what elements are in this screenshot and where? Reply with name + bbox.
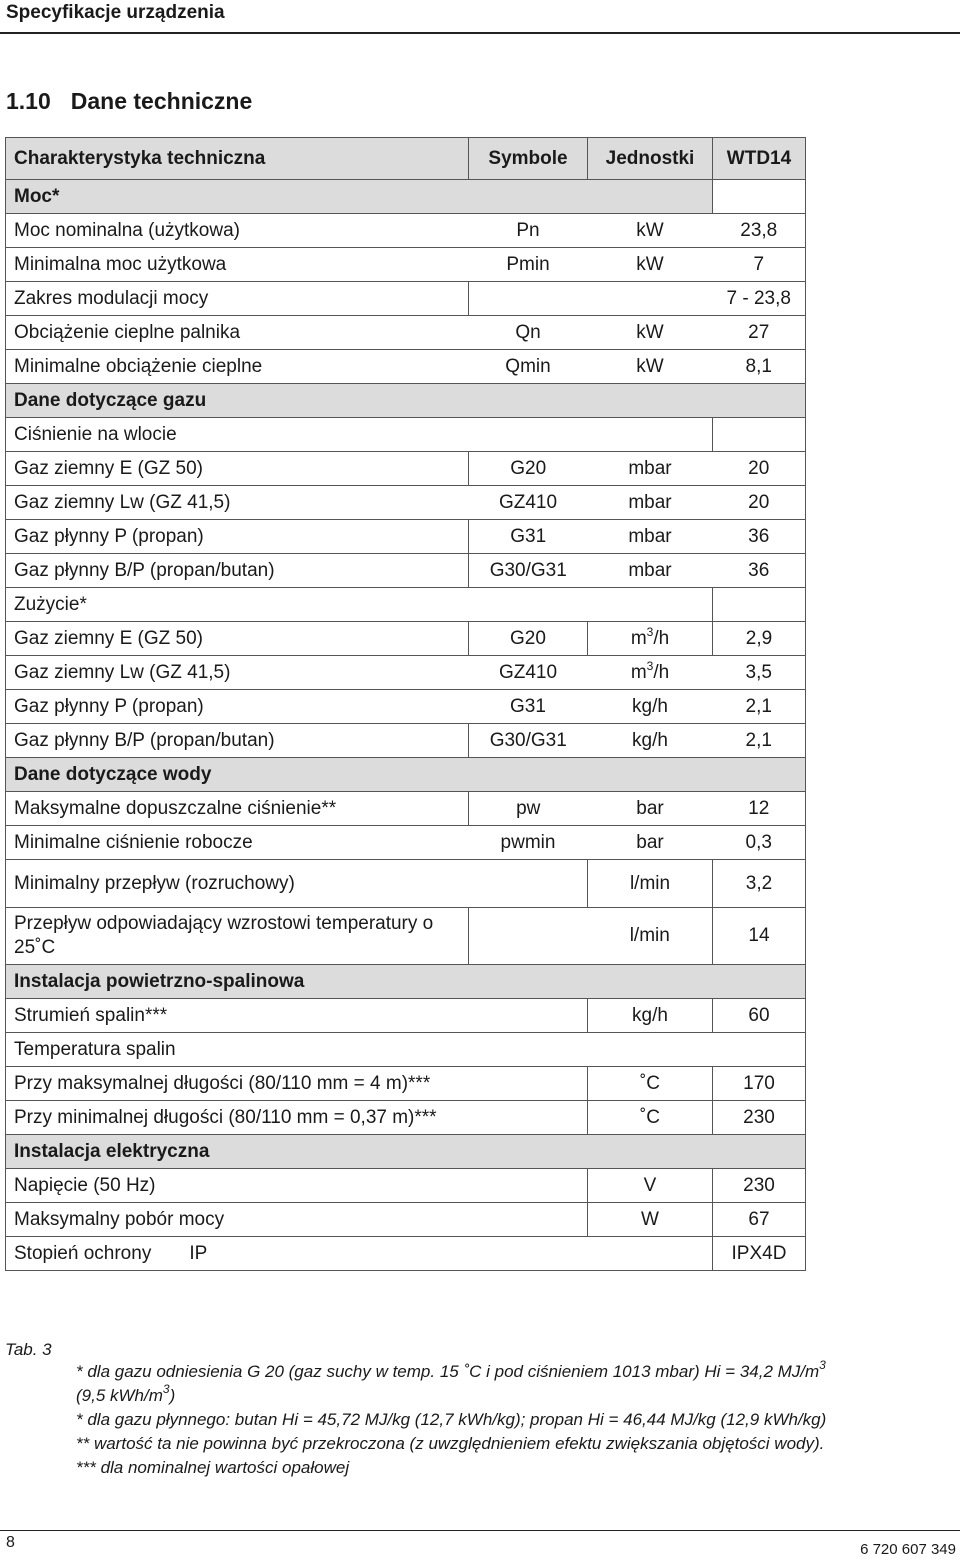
table-header-row <box>6 138 806 180</box>
table-row <box>6 826 806 860</box>
row-value: 12 <box>713 792 806 826</box>
row-unit: mbar <box>588 486 713 520</box>
section-title-text: Dane techniczne <box>70 88 253 114</box>
row-unit: kg/h <box>588 724 713 758</box>
table-row <box>6 316 806 350</box>
row-value: 8,1 <box>713 350 806 384</box>
row-value: 170 <box>713 1067 806 1101</box>
row-value: 2,1 <box>713 724 806 758</box>
row-symbol: Qn <box>469 316 588 350</box>
row-label-text: Stopień ochrony <box>14 1242 152 1264</box>
footer-rule <box>0 1530 960 1531</box>
unit-exponent: 3 <box>646 624 654 639</box>
row-symbol: G20 <box>469 452 588 486</box>
col-header-characteristic: Charakterystyka techniczna <box>6 138 469 180</box>
row-symbol: G31 <box>469 520 588 554</box>
row-unit: kW <box>588 350 713 384</box>
row-label: Minimalne obciążenie cieplne <box>6 350 469 384</box>
col-header-unit: Jednostki <box>588 138 713 180</box>
row-label: Gaz płynny P (propan) <box>6 520 469 554</box>
table-row <box>6 690 806 724</box>
row-value: 60 <box>713 999 806 1033</box>
footnote-text: ) <box>169 1386 176 1405</box>
row-value: 36 <box>713 520 806 554</box>
footnote-text: (9,5 kWh/m <box>76 1386 163 1405</box>
unit-base: m <box>630 661 647 683</box>
group-label: Moc* <box>6 180 713 214</box>
row-symbol: Qmin <box>469 350 588 384</box>
row-unit: mbar <box>588 452 713 486</box>
row-label: Przy maksymalnej długości (80/110 mm = 4 m)*** <box>6 1067 588 1101</box>
row-label: Gaz płynny B/P (propan/butan) <box>6 724 469 758</box>
table-row <box>6 1101 806 1135</box>
row-symbol <box>469 908 588 965</box>
group-row-water <box>6 758 806 792</box>
table-row <box>6 1033 806 1067</box>
group-label: Dane dotyczące gazu <box>6 384 806 418</box>
row-label: Gaz ziemny Lw (GZ 41,5) <box>6 656 469 690</box>
row-unit: V <box>588 1169 713 1203</box>
row-unit <box>588 282 713 316</box>
row-value: 36 <box>713 554 806 588</box>
table-row <box>6 724 806 758</box>
table-row <box>6 656 806 690</box>
row-symbol: Pmin <box>469 248 588 282</box>
row-unit: kW <box>588 214 713 248</box>
table-footnotes <box>76 1360 956 1480</box>
table-row <box>6 1203 806 1237</box>
footnote-exponent: 3 <box>819 1358 826 1372</box>
table-row <box>6 554 806 588</box>
row-unit: bar <box>588 792 713 826</box>
row-label: Strumień spalin*** <box>6 999 588 1033</box>
row-label: Gaz ziemny Lw (GZ 41,5) <box>6 486 469 520</box>
row-value: 2,9 <box>713 622 806 656</box>
row-symbol: G31 <box>469 690 588 724</box>
row-unit: ˚C <box>588 1067 713 1101</box>
table-row <box>6 520 806 554</box>
row-label: Temperatura spalin <box>6 1033 806 1067</box>
table-row <box>6 1067 806 1101</box>
row-value: 7 <box>713 248 806 282</box>
table-row <box>6 452 806 486</box>
footnote-calorific-value: *** dla nominalnej wartości opałowej <box>76 1458 350 1477</box>
row-label: Minimalny przepływ (rozruchowy) <box>6 860 588 908</box>
empty-cell <box>713 588 806 622</box>
subgroup-row-consumption <box>6 588 806 622</box>
table-row <box>6 999 806 1033</box>
table-row <box>6 486 806 520</box>
row-label: Minimalna moc użytkowa <box>6 248 469 282</box>
table-row <box>6 350 806 384</box>
table-row <box>6 622 806 656</box>
row-value: IPX4D <box>713 1237 806 1271</box>
unit-exponent: 3 <box>646 658 654 673</box>
row-unit: kW <box>588 316 713 350</box>
table-row <box>6 860 806 908</box>
group-row-power <box>6 180 806 214</box>
row-label: Gaz ziemny E (GZ 50) <box>6 622 469 656</box>
row-unit: W <box>588 1203 713 1237</box>
row-unit: kg/h <box>588 999 713 1033</box>
row-value: 23,8 <box>713 214 806 248</box>
row-value: 230 <box>713 1101 806 1135</box>
group-row-flue <box>6 965 806 999</box>
row-label: Maksymalny pobór mocy <box>6 1203 588 1237</box>
unit-base: m <box>630 627 647 649</box>
row-label: Moc nominalna (użytkowa) <box>6 214 469 248</box>
footnote-gas-reference <box>76 1360 956 1408</box>
group-label: Instalacja powietrzno-spalinowa <box>6 965 806 999</box>
row-label: Przy minimalnej długości (80/110 mm = 0,37 m)*** <box>6 1101 588 1135</box>
row-label: Gaz płynny P (propan) <box>6 690 469 724</box>
row-symbol: G30/G31 <box>469 554 588 588</box>
unit-suffix: /h <box>653 627 670 649</box>
row-unit: kW <box>588 248 713 282</box>
row-symbol: IP <box>189 1242 208 1264</box>
row-value: 67 <box>713 1203 806 1237</box>
empty-cell <box>713 180 806 214</box>
table-caption: Tab. 3 <box>5 1340 52 1359</box>
section-title <box>6 88 252 115</box>
group-label: Instalacja elektryczna <box>6 1135 806 1169</box>
table-row <box>6 792 806 826</box>
col-header-model: WTD14 <box>713 138 806 180</box>
empty-cell <box>713 418 806 452</box>
technical-data-table <box>5 137 806 1271</box>
table-row <box>6 282 806 316</box>
unit-suffix: /h <box>653 661 670 683</box>
header-rule <box>0 32 960 34</box>
row-value: 2,1 <box>713 690 806 724</box>
row-symbol: G30/G31 <box>469 724 588 758</box>
row-unit: l/min <box>588 908 713 965</box>
row-unit: l/min <box>588 860 713 908</box>
row-value: 7 - 23,8 <box>713 282 806 316</box>
row-unit: bar <box>588 826 713 860</box>
row-label: Minimalne ciśnienie robocze <box>6 826 469 860</box>
row-value: 230 <box>713 1169 806 1203</box>
footnote-text: * dla gazu odniesienia G 20 (gaz suchy w temp. 15 ˚C i pod ciśnieniem 1013 mbar) Hi = 34,2 MJ/m <box>76 1362 820 1381</box>
group-row-gas <box>6 384 806 418</box>
row-label: Maksymalne dopuszczalne ciśnienie** <box>6 792 469 826</box>
table-row <box>6 1237 806 1271</box>
subgroup-label: Zużycie* <box>6 588 713 622</box>
row-label: Zakres modulacji mocy <box>6 282 469 316</box>
row-symbol: GZ410 <box>469 486 588 520</box>
row-unit <box>588 656 713 690</box>
row-unit: kg/h <box>588 690 713 724</box>
row-label <box>6 1237 713 1271</box>
footnote-liquid-gas: * dla gazu płynnego: butan Hi = 45,72 MJ/kg (12,7 kWh/kg); propan Hi = 46,44 MJ/kg (12,9 kWh/kg) <box>76 1410 827 1429</box>
row-value: 0,3 <box>713 826 806 860</box>
row-value: 14 <box>713 908 806 965</box>
subgroup-row-pressure <box>6 418 806 452</box>
row-value: 27 <box>713 316 806 350</box>
row-value: 3,2 <box>713 860 806 908</box>
footnote-max-pressure: ** wartość ta nie powinna być przekroczona (z uwzględnieniem efektu zwiększania objętości wody). <box>76 1434 825 1453</box>
row-value: 3,5 <box>713 656 806 690</box>
row-symbol: pw <box>469 792 588 826</box>
document-code: 6 720 607 349 <box>860 1541 956 1558</box>
row-symbol: G20 <box>469 622 588 656</box>
row-label: Gaz płynny B/P (propan/butan) <box>6 554 469 588</box>
row-unit <box>588 622 713 656</box>
row-label: Przepływ odpowiadający wzrostowi temperatury o 25˚C <box>6 908 469 965</box>
table-row <box>6 908 806 965</box>
row-label: Napięcie (50 Hz) <box>6 1169 588 1203</box>
row-label: Gaz ziemny E (GZ 50) <box>6 452 469 486</box>
row-symbol: GZ410 <box>469 656 588 690</box>
row-symbol: Pn <box>469 214 588 248</box>
group-label: Dane dotyczące wody <box>6 758 806 792</box>
table-row <box>6 248 806 282</box>
row-unit: mbar <box>588 520 713 554</box>
row-label: Obciążenie cieplne palnika <box>6 316 469 350</box>
row-unit: ˚C <box>588 1101 713 1135</box>
footnote-exponent: 3 <box>162 1382 170 1396</box>
subgroup-label: Ciśnienie na wlocie <box>6 418 713 452</box>
group-row-electric <box>6 1135 806 1169</box>
table-row <box>6 1169 806 1203</box>
row-symbol: pwmin <box>469 826 588 860</box>
running-header: Specyfikacje urządzenia <box>6 2 225 23</box>
row-symbol <box>469 282 588 316</box>
table-row <box>6 214 806 248</box>
row-value: 20 <box>713 452 806 486</box>
row-unit: mbar <box>588 554 713 588</box>
page-number: 8 <box>6 1534 15 1551</box>
row-value: 20 <box>713 486 806 520</box>
col-header-symbol: Symbole <box>469 138 588 180</box>
section-number: 1.10 <box>6 88 51 114</box>
